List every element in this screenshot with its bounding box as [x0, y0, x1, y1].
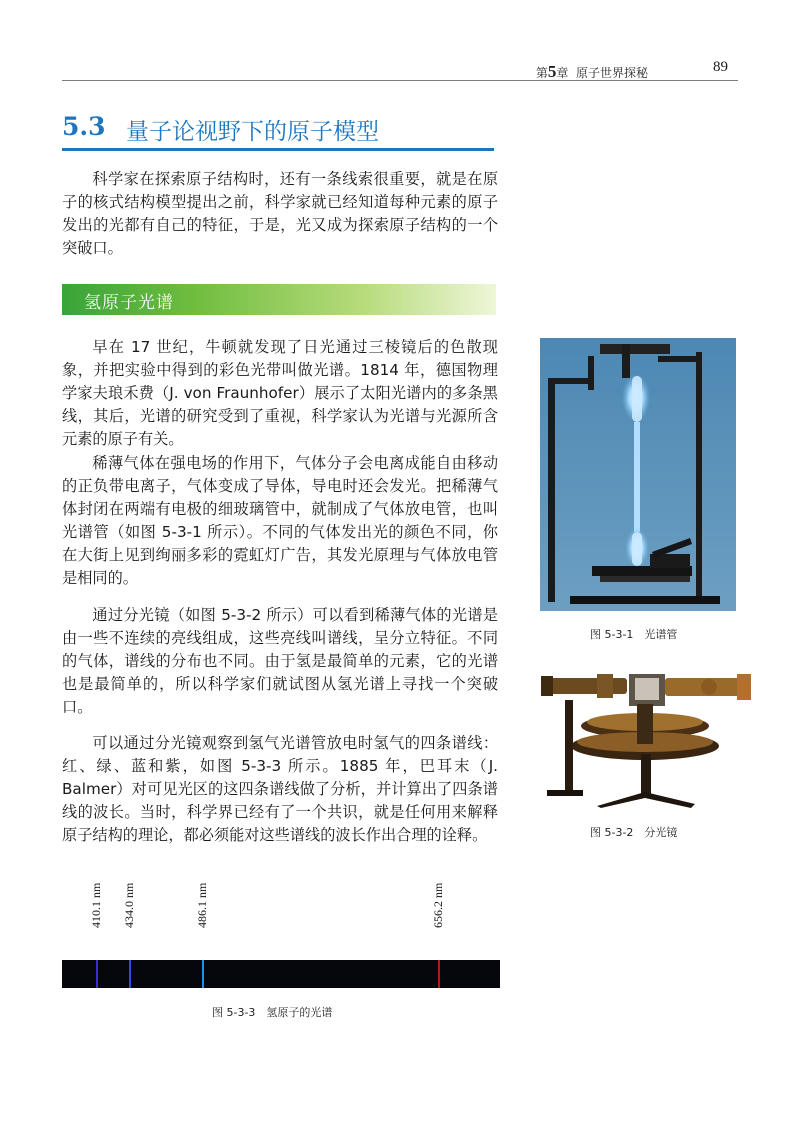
hydrogen-spectrum-bar [62, 960, 500, 988]
spectral-line [438, 960, 440, 988]
intro-paragraph: 科学家在探索原子结构时，还有一条线索很重要，就是在原子的核式结构模型提出之前，科学家就已经知道每种元素的原子发出的光都有自己的特征，于是，光又成为探索原子结构的一个突破口。 [62, 170, 498, 257]
spectral-line [202, 960, 204, 988]
spectral-line [96, 960, 98, 988]
chapter-prefix: 第 [535, 66, 548, 80]
wavelength-label: 486.1 nm [194, 882, 209, 928]
running-header [62, 58, 738, 81]
body-paragraph: 通过分光镜（如图 5-3-2 所示）可以看到稀薄气体的光谱是由一些不连续的亮线组成，这些亮线叫谱线，呈分立特征。不同的气体，谱线的分布也不同。由于氢是最简单的元素，它的光谱也是最简单的，所以科学家们就试图从氢光谱上寻找一个突破口。 [62, 606, 498, 716]
spectral-line [129, 960, 131, 988]
page-number: 89 [713, 59, 728, 75]
figure-caption: 图 5-3-3 氢原子的光谱 [212, 1006, 333, 1019]
spectroscope-photo [537, 664, 755, 810]
spectrum-tube-illustration [540, 338, 736, 611]
chapter-number: 5 [547, 62, 557, 81]
spectrum-tube-photo [540, 338, 736, 611]
wavelength-label: 434.0 nm [122, 882, 137, 928]
body-paragraph: 可以通过分光镜观察到氢气光谱管放电时氢气的四条谱线：红、绿、蓝和紫，如图 5-3-3 所示。1885 年，巴耳末（J. Balmer）对可见光区的这四条谱线做了分析，并计算出了四条谱线的波长。当时，科学界已经有了一个共识，就是任何用来解释原子结构的理论，都必须能对这些谱线的波长作出合理的诠释。 [62, 734, 498, 844]
wavelength-label: 410.1 nm [88, 882, 103, 928]
spectroscope-illustration [537, 664, 755, 810]
figure-caption: 图 5-3-1 光谱管 [590, 628, 678, 641]
wavelength-label: 656.2 nm [431, 882, 446, 928]
subsection-banner [62, 284, 496, 315]
chapter-label [536, 62, 648, 82]
body-paragraph: 早在 17 世纪，牛顿就发现了日光通过三棱镜后的色散现象，并把实验中得到的彩色光带叫做光谱。1814 年，德国物理学家夫琅禾费（J. von Fraunhofer）展示了太阳光谱内的多条黑线，其后，光谱的研究受到了重视，科学家认为光谱与光源所含元素的原子有关。 [62, 338, 498, 448]
subsection-title: 氢原子光谱 [84, 293, 174, 313]
chapter-suffix: 章 [556, 66, 569, 80]
section-heading [62, 110, 494, 151]
chapter-title: 原子世界探秘 [575, 66, 648, 80]
section-title: 量子论视野下的原子模型 [126, 119, 379, 145]
body-paragraph: 稀薄气体在强电场的作用下，气体分子会电离成能自由移动的正负带电离子，气体变成了导体，导电时还会发光。把稀薄气体封闭在两端有电极的细玻璃管中，就制成了气体放电管，也叫光谱管（如图 5-3-1 所示）。不同的气体发出光的颜色不同，你在大街上见到绚丽多彩的霓虹灯广告，其发光原理与气体放电管是相同的。 [62, 454, 498, 587]
figure-caption: 图 5-3-2 分光镜 [590, 826, 678, 839]
section-number: 5.3 [62, 112, 106, 141]
